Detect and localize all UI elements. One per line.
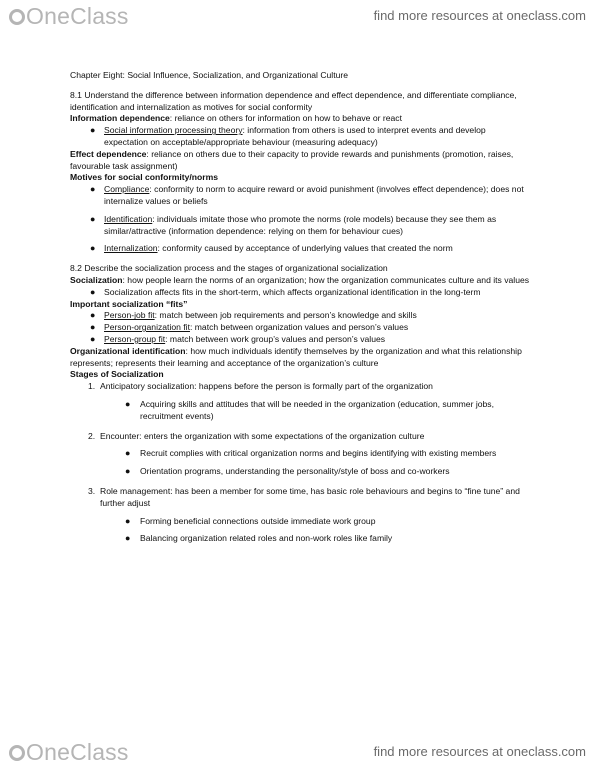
footer-tagline[interactable]: find more resources at oneclass.com: [373, 744, 586, 759]
definition: : reliance on others due to their capacity to provide rewards and punishments (promotion, raises, favourable task assignment): [70, 148, 514, 171]
list-text: Encounter: enters the organization with some expectations of the organization culture: [100, 430, 425, 441]
list-text: Role management: has been a member for some time, has basic role behaviours and begins to “fine tune” and further adjust: [100, 485, 520, 508]
oneclass-logo: [9, 5, 129, 28]
numbered-item: [70, 381, 530, 393]
list-text: Forming beneficial connections outside immediate work group: [140, 515, 376, 526]
effect-dependence-line: [70, 149, 530, 173]
bullet-icon: ●: [90, 125, 96, 136]
term: Organizational identification: [70, 345, 186, 356]
item-number: 1.: [88, 381, 96, 392]
list-item: [70, 243, 530, 255]
term: Person-organization fit: [104, 322, 190, 333]
section-8-1-heading: 8.1 Understand the difference between information dependence and effect dependence, and differentiate compliance, identification and internalization as motives for social conformity: [70, 89, 517, 112]
bullet-icon: ●: [125, 515, 131, 526]
term: Identification: [104, 213, 153, 224]
header-tagline[interactable]: find more resources at oneclass.com: [373, 8, 586, 23]
definition: : information from others is used to interpret events and develop expectation on acceptable/appropriate behaviour (measuring adequacy): [104, 125, 486, 147]
term: Compliance: [104, 184, 150, 195]
list-item: [70, 310, 530, 322]
list-item: [70, 287, 530, 299]
bullet-icon: ●: [90, 322, 96, 333]
term: Effect dependence: [70, 148, 147, 159]
term: Information dependence: [70, 113, 170, 124]
definition: : match between work group’s values and person’s values: [165, 333, 386, 344]
item-number: 3.: [88, 485, 96, 496]
info-dependence-line: [70, 113, 530, 125]
list-text: Balancing organization related roles and non-work roles like family: [140, 533, 393, 544]
definition: : how people learn the norms of an organization; how the organization communicates culture and its values: [122, 274, 530, 285]
logo-ring-icon: [9, 9, 25, 25]
list-item: [70, 466, 530, 478]
bullet-icon: ●: [125, 466, 131, 477]
bullet-icon: ●: [125, 533, 131, 544]
bullet-icon: ●: [90, 213, 96, 224]
chapter-title: Chapter Eight: Social Influence, Socialization, and Organizational Culture: [70, 70, 349, 80]
logo-text: OneClass: [26, 3, 129, 29]
term: Person-job fit: [104, 310, 155, 321]
bullet-icon: ●: [90, 184, 96, 195]
definition: : how much individuals identify themselves by the organization and what this relationship represents; represents their learning and acceptance of the organization’s culture: [70, 345, 522, 368]
definition: : conformity to norm to acquire reward or avoid punishment (involves effect dependence); does not internalize values or beliefs: [104, 184, 524, 206]
item-number: 2.: [88, 430, 96, 441]
bullet-icon: ●: [90, 243, 96, 254]
definition: : reliance on others for information on how to behave or react: [169, 113, 402, 124]
term: Person-group fit: [104, 333, 166, 344]
motives-heading: Motives for social conformity/norms: [70, 172, 219, 183]
list-item: [70, 322, 530, 334]
section-8-2-heading: 8.2 Describe the socialization process and the stages of organizational socialization: [70, 263, 388, 274]
oneclass-logo: [9, 741, 129, 764]
definition: : match between job requirements and person’s knowledge and skills: [154, 310, 417, 321]
list-text: Orientation programs, understanding the personality/style of boss and co-workers: [140, 466, 450, 477]
numbered-item: [70, 431, 530, 443]
bullet-icon: ●: [125, 398, 131, 409]
list-text: Recruit complies with critical organization norms and begins identifying with existing members: [140, 448, 497, 459]
definition: : individuals imitate those who promote the norms (role models) because they see them as similar/attractive (information dependence: relying on them for behaviour cues): [104, 213, 497, 236]
list-text: Socialization affects fits in the short-term, which affects organizational identification in the long-term: [104, 286, 481, 297]
document-body: [70, 70, 530, 545]
list-text: Acquiring skills and attitudes that will be needed in the organization (education, summer jobs, recruitment events): [140, 398, 494, 421]
logo-ring-icon: [9, 745, 25, 761]
term: Socialization: [70, 274, 123, 285]
stages-heading: Stages of Socialization: [70, 369, 164, 380]
list-item: [70, 516, 530, 528]
list-item: [70, 184, 530, 208]
bullet-icon: ●: [125, 448, 131, 459]
list-item: [70, 214, 530, 238]
fits-heading: Important socialization “fits”: [70, 298, 188, 309]
term: Internalization: [104, 243, 158, 254]
list-item: [70, 399, 530, 423]
list-item: [70, 334, 530, 346]
list-item: [70, 125, 530, 149]
org-identification-line: [70, 346, 530, 370]
logo-text: OneClass: [26, 739, 129, 765]
term: Social information processing theory: [104, 125, 243, 136]
definition: : conformity caused by acceptance of underlying values that created the norm: [157, 243, 453, 254]
list-item: [70, 533, 530, 545]
bullet-icon: ●: [90, 333, 96, 344]
bullet-icon: ●: [90, 310, 96, 321]
definition: : match between organization values and person’s values: [189, 322, 409, 333]
list-item: [70, 448, 530, 460]
list-text: Anticipatory socialization: happens before the person is formally part of the organization: [100, 381, 433, 392]
socialization-line: [70, 275, 530, 287]
numbered-item: [70, 486, 530, 510]
bullet-icon: ●: [90, 286, 96, 297]
